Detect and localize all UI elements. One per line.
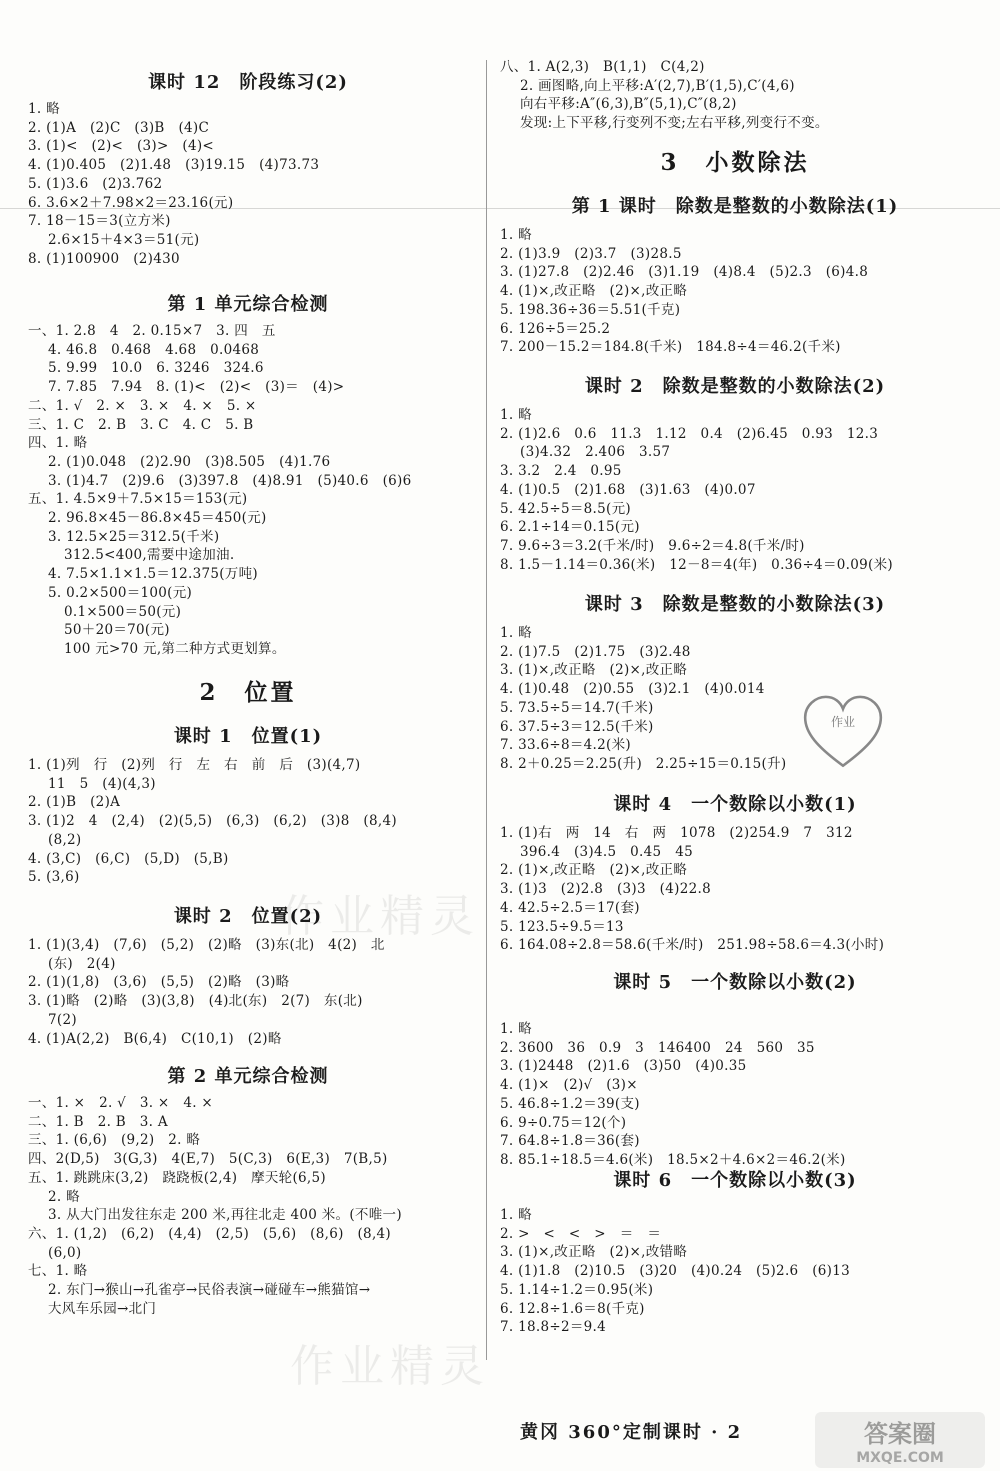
answer-line: 6. 12.8÷1.6＝8(千克): [500, 1300, 645, 1317]
answer-line: 7. 7.85 7.94 8. (1)< (2)< (3)＝ (4)>: [48, 379, 345, 396]
answer-line: 四、2(D,5) 3(G,3) 4(E,7) 5(C,3) 6(E,3) 7(B,5): [28, 1151, 388, 1168]
answer-line: 4. 46.8 0.468 4.68 0.0468: [48, 341, 260, 358]
watermark-bottom: 作业精灵: [290, 1341, 490, 1392]
page-footer: 黄冈 360°定制课时 · 2: [520, 1422, 743, 1443]
answer-line: 2. 东门→猴山→孔雀亭→民俗表演→碰碰车→熊猫馆→: [48, 1282, 371, 1298]
answer-line: 3. (1)4.7 (2)9.6 (3)397.8 (4)8.91 (5)40.6 (6)6: [48, 472, 412, 489]
answer-line: 5. 73.5÷5＝14.7(千米): [500, 699, 654, 716]
answer-line: (6,0): [48, 1244, 82, 1261]
answer-line: (8,2): [48, 831, 82, 848]
answer-line: 8. 1.5－1.14＝0.36(米) 12－8＝4(年) 0.36÷4＝0.09(米): [500, 556, 893, 573]
answer-line: 3. 3.2 2.4 0.95: [500, 463, 622, 480]
answer-line: 8. 2＋0.25＝2.25(升) 2.25÷15＝0.15(升): [500, 755, 787, 772]
answer-line: 一、1. × 2. √ 3. × 4. ×: [28, 1095, 214, 1111]
heading-unit-1-test: 第 1 单元综合检测: [167, 294, 329, 315]
answer-line: 2. 3600 36 0.9 3 146400 24 560 35: [500, 1039, 815, 1056]
answer-line: 4. (1)0.48 (2)0.55 (3)2.1 (4)0.014: [500, 681, 765, 698]
answer-line: 50＋20＝70(元): [64, 622, 170, 639]
answer-line: 2. (1)A (2)C (3)B (4)C: [28, 119, 210, 136]
chapter-3-title: 3 小数除法: [660, 149, 810, 176]
chapter-2-title: 2 位置: [199, 679, 297, 706]
answer-line: 2. (1)(1,8) (3,6) (5,5) (2)略 (3)略: [28, 974, 290, 991]
answer-line: 3. (1)×,改正略 (2)×,改错略: [500, 1244, 688, 1261]
answer-line: 1. 略: [500, 625, 532, 641]
answer-line: 1. 略: [500, 1021, 532, 1037]
answer-line: 5. 1.14÷1.2＝0.95(米): [500, 1281, 654, 1298]
answer-line: 5. (3,6): [28, 869, 80, 886]
heading-unit-2-test: 第 2 单元综合检测: [167, 1066, 329, 1087]
heading-ch3-lesson-1: 第 1 课时 除数是整数的小数除法(1): [571, 196, 899, 217]
answer-line: 2. (1)2.6 0.6 11.3 1.12 0.4 (2)6.45 0.93 12.3: [500, 425, 879, 442]
answer-line: 2.6×15＋4×3＝51(元): [48, 231, 200, 248]
logo-title: 答案圈: [864, 1420, 936, 1448]
answer-line: 2. (1)×,改正略 (2)×,改正略: [500, 862, 688, 879]
answer-line: 3. (1)< (2)< (3)> (4)<: [28, 138, 215, 155]
heading-lesson-2: 课时 2 位置(2): [173, 906, 323, 927]
logo-url: MXQE.COM: [856, 1450, 944, 1466]
answer-line: 1. (1)(3,4) (7,6) (5,2) (2)略 (3)东(北) 4(2) 北: [28, 937, 385, 953]
answer-line: 五、1. 跳跳床(3,2) 跷跷板(2,4) 摩天轮(6,5): [28, 1169, 326, 1186]
answer-line: 三、1. (6,6) (9,2) 2. 略: [28, 1132, 201, 1149]
heading-ch3-lesson-3: 课时 3 除数是整数的小数除法(3): [584, 594, 886, 615]
answer-line: 2. > < < > ＝ ＝: [500, 1225, 662, 1242]
answer-line: 100 元>70 元,第二种方式更划算。: [64, 640, 286, 657]
answer-line: 6. 37.5÷3＝12.5(千米): [500, 718, 654, 735]
answer-line: 8. 85.1÷18.5＝4.6(米) 18.5×2＋4.6×2＝46.2(米): [500, 1151, 846, 1168]
watermark-middle: 作业精灵: [280, 891, 480, 942]
answer-line: 7. 200－15.2＝184.8(千米) 184.8÷4＝46.2(千米): [500, 339, 841, 356]
answer-line: 3. (1)3 (2)2.8 (3)3 (4)22.8: [500, 881, 711, 898]
answer-line: 11 5 (4)(4,3): [48, 775, 156, 792]
answer-line: 312.5<400,需要中途加油.: [64, 547, 235, 564]
heart-stamp-icon: [800, 690, 886, 776]
answer-line: 396.4 (3)4.5 0.45 45: [520, 843, 693, 860]
answer-line: 6. 164.08÷2.8＝58.6(千米/时) 251.98÷58.6＝4.3(小时): [500, 937, 885, 954]
answer-line: 2. (1)B (2)A: [28, 794, 121, 811]
answer-line: 5. 0.2×500＝100(元): [48, 584, 193, 601]
column-divider: [486, 60, 487, 1360]
answer-line: 1. (1)右 两 14 右 两 1078 (2)254.9 7 312: [500, 825, 853, 841]
answer-line: 二、1. √ 2. × 3. × 4. × 5. ×: [28, 397, 257, 414]
answer-line: 3. (1)×,改正略 (2)×,改正略: [500, 662, 688, 679]
answer-line: 2. 96.8×45－86.8×45＝450(元): [48, 510, 267, 526]
answer-line: 1. 略: [500, 227, 532, 243]
answer-line: 1. (1)列 行 (2)列 行 左 右 前 后 (3)(4,7): [28, 757, 361, 773]
answer-line: 1. 略: [500, 407, 532, 423]
answer-line: 四、1. 略: [28, 435, 88, 452]
answer-line: 4. (1)×,改正略 (2)×,改正略: [500, 283, 688, 300]
answer-line: 发现:上下平移,行变列不变;左右平移,列变行不变。: [520, 115, 829, 132]
answer-line: 6. 2.1÷14＝0.15(元): [500, 519, 640, 536]
answer-line: 2. (1)3.9 (2)3.7 (3)28.5: [500, 245, 682, 262]
answer-line: 三、1. C 2. B 3. C 4. C 5. B: [28, 416, 254, 433]
answer-line: 3. (1)略 (2)略 (3)(3,8) (4)北(东) 2(7) 东(北): [28, 993, 363, 1010]
answer-line: 4. (1)1.8 (2)10.5 (3)20 (4)0.24 (5)2.6 (6)13: [500, 1263, 851, 1280]
heading-ch3-lesson-4: 课时 4 一个数除以小数(1): [613, 794, 857, 815]
answer-line: 5. 123.5÷9.5＝13: [500, 918, 624, 935]
answer-line: (东) 2(4): [48, 955, 116, 972]
answer-line: 4. 42.5÷2.5＝17(套): [500, 899, 640, 916]
answer-line: 向右平移:A″(6,3),B″(5,1),C″(8,2): [520, 96, 737, 113]
answer-line: 二、1. B 2. B 3. A: [28, 1113, 168, 1130]
answer-line: 6. 9÷0.75＝12(个): [500, 1114, 627, 1131]
answer-line: 5. (1)3.6 (2)3.762: [28, 175, 163, 192]
answer-line: 7. 64.8÷1.8＝36(套): [500, 1133, 640, 1150]
answer-line: 八、1. A(2,3) B(1,1) C(4,2): [500, 59, 705, 75]
answer-line: 4. 7.5×1.1×1.5＝12.375(万吨): [48, 566, 258, 583]
heading-lesson-12: 课时 12 阶段练习(2): [148, 72, 348, 93]
answer-line: 七、1. 略: [28, 1263, 88, 1280]
answer-line: 五、1. 4.5×9＋7.5×15＝153(元): [28, 491, 248, 508]
answer-line: 3. (1)2 4 (2,4) (2)(5,5) (6,3) (6,2) (3)8 (8,4): [28, 813, 397, 830]
answer-line: (3)4.32 2.406 3.57: [520, 444, 671, 461]
answer-line: 1. 略: [28, 101, 60, 117]
answer-line: 5. 198.36÷36＝5.51(千克): [500, 301, 681, 318]
heading-ch3-lesson-2: 课时 2 除数是整数的小数除法(2): [584, 376, 886, 397]
answer-line: 3. (1)27.8 (2)2.46 (3)1.19 (4)8.4 (5)2.3 (6)4.8: [500, 264, 869, 281]
answer-line: 六、1. (1,2) (6,2) (4,4) (2,5) (5,6) (8,6) (8,4): [28, 1225, 391, 1242]
answer-line: 2. 略: [48, 1188, 80, 1205]
answer-line: 3. 从大门出发往东走 200 米,再往北走 400 米。(不唯一): [48, 1207, 402, 1224]
answer-line: 6. 126÷5＝25.2: [500, 320, 611, 337]
answer-line: 4. (3,C) (6,C) (5,D) (5,B): [28, 850, 229, 867]
heading-ch3-lesson-6: 课时 6 一个数除以小数(3): [613, 1170, 857, 1191]
answer-line: 大风车乐园→北门: [48, 1300, 157, 1317]
answer-line: 5. 9.99 10.0 6. 3246 324.6: [48, 360, 264, 377]
answer-line: 5. 46.8÷1.2＝39(支): [500, 1095, 640, 1112]
answer-line: 1. 略: [500, 1207, 532, 1223]
answer-line: 4. (1)× (2)√ (3)×: [500, 1077, 638, 1094]
answer-line: 0.1×500＝50(元): [64, 603, 182, 620]
answer-line: 7(2): [48, 1011, 77, 1028]
answer-line: 7. 33.6÷8＝4.2(米): [500, 737, 631, 754]
answer-line: 3. (1)2448 (2)1.6 (3)50 (4)0.35: [500, 1058, 747, 1075]
answer-line: 8. (1)100900 (2)430: [28, 250, 180, 267]
answer-line: 4. (1)A(2,2) B(6,4) C(10,1) (2)略: [28, 1030, 282, 1047]
answer-line: 6. 3.6×2＋7.98×2＝23.16(元): [28, 194, 234, 211]
answer-line: 2. 画图略,向上平移:A′(2,7),B′(1,5),C′(4,6): [520, 77, 795, 94]
heading-lesson-1: 课时 1 位置(1): [173, 726, 323, 747]
answer-line: 一、1. 2.8 4 2. 0.15×7 3. 四 五: [28, 323, 276, 339]
site-logo: [815, 1412, 985, 1468]
stamp-label: 作业: [830, 715, 856, 730]
answer-line: 7. 9.6÷3＝3.2(千米/时) 9.6÷2＝4.8(千米/时): [500, 537, 805, 554]
answer-line: 4. (1)0.405 (2)1.48 (3)19.15 (4)73.73: [28, 157, 320, 174]
answer-line: 2. (1)0.048 (2)2.90 (3)8.505 (4)1.76: [48, 453, 331, 470]
answer-line: 4. (1)0.5 (2)1.68 (3)1.63 (4)0.07: [500, 481, 756, 498]
answer-line: 2. (1)7.5 (2)1.75 (3)2.48: [500, 643, 691, 660]
answer-line: 5. 42.5÷5＝8.5(元): [500, 500, 631, 517]
answer-line: 7. 18.8÷2＝9.4: [500, 1319, 607, 1336]
answer-line: 7. 18－15＝3(立方米): [28, 213, 171, 230]
answer-line: 3. 12.5×25＝312.5(千米): [48, 528, 220, 545]
heading-ch3-lesson-5: 课时 5 一个数除以小数(2): [613, 972, 857, 993]
